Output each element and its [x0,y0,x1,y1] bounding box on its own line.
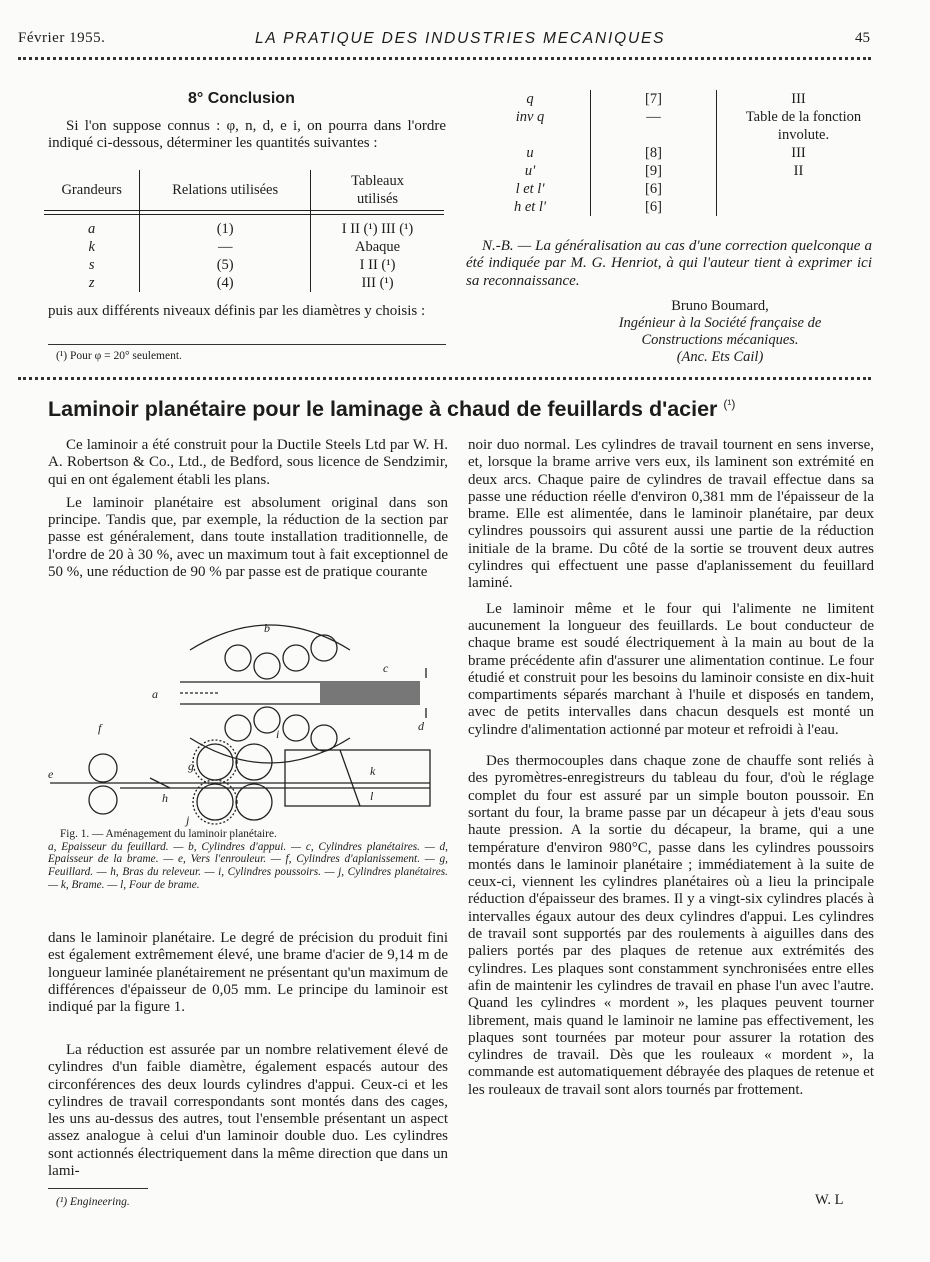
author-name: Bruno Boumard, [671,298,769,314]
table-header-tableaux: Tableaux utilisés [351,172,404,207]
conclusion-title: 8° Conclusion [188,90,295,107]
label-d: d [418,719,424,733]
author-line1: Ingénieur à la Société française de [618,315,822,331]
table-row: q [7] III [470,90,880,108]
page-number: 45 [855,30,870,46]
label-h: h [162,791,168,805]
author-line3: (Anc. Ets Cail) [676,349,764,365]
table-header-relations: Relations utilisées [140,170,311,210]
label-g: g [188,759,194,773]
label-j: j [186,813,190,827]
table-row: l et l' [6] [470,180,880,198]
conclusion-after: puis aux différents niveaux définis par les diamètres y choisis : [48,303,426,319]
article-footnote: (¹) Engineering. [56,1196,130,1208]
article-title: Laminoir planétaire pour le laminage à chaud de feuillards d'acier $^{(^1)}$ [48,397,736,422]
label-l: l [370,789,374,803]
journal-title: LA PRATIQUE DES INDUSTRIES MECANIQUES [255,30,666,47]
paragraph: Le laminoir planétaire est absolument original dans son principe. Tandis que, par exemple, la réduction de la section par passe est généralement, dans toute installation traditionnelle, de l'ordre de 20 à 30 %, avec un maximum tout à fait exceptionnel de 50 %, une réduction de 90 % par passe est de pratique courante [48,494,448,581]
paragraph: Le laminoir même et le four qui l'alimente ne limitent aucunement la longueur des feuillards. Le bout conducteur de chaque brame est soudé électriquement à la main au bout de la brame précédente afin d'assurer une alimentation continue. Le four étudié et construit pour les besoins du laminoir consiste en dix-huit compartiments séparés marchant à l'huile et disposés en tandem, avec de petits intervalles dans chacun desquels est monté un cylindre d'alimentation actionné par moteur et refroidi à l'eau. [468,600,874,738]
label-i: i [276,727,280,741]
table-row: u [8] III [470,144,880,162]
figure-caption-body: a, Epaisseur du feuillard. — b, Cylindres d'appui. — c, Cylindres planétaires. — d, Epaisseur de la brame. — e, Vers l'enrouleur. — f, Cylindres d'aplanissement. — g, Feuillard. — h, Bras du releveur. — i, Cylindres poussoirs. — j, Cylindres planétaires. — k, Brame. — l, Four de brame. [48,840,448,891]
nb-note: N.-B. — La généralisation au cas d'une correction quelconque a été indiquée par M. G. Henriot, à qui l'auteur tient à exprimer ici sa reconnaissance. [466,238,872,289]
author-line2: Constructions mécaniques. [641,332,799,348]
rolling-mill-diagram [40,610,450,830]
table-row: k — Abaque [44,238,444,256]
table-header-grandeurs: Grandeurs [44,170,140,210]
header-divider [18,57,871,60]
paragraph: Ce laminoir a été construit pour la Ductile Steels Ltd par W. H. A. Robertson & Co., Ltd., de Bedford, sous licence de Sendzimir, qui en ont également établi les plans. [48,437,448,488]
figure-caption [48,828,448,892]
author-block [560,298,880,366]
article-right [468,437,874,1099]
figure-caption-title: Fig. 1. — Aménagement du laminoir planétaire. [60,828,277,840]
issue-date: Février 1955. [18,30,106,46]
signature: W. L [815,1192,844,1208]
table-row: s (5) I II (¹) [44,256,444,274]
table-row: z (4) III (¹) [44,274,444,292]
table-row: inv q — Table de la fonction involute. [470,108,880,144]
label-c: c [383,661,389,675]
label-f: f [98,721,102,735]
article-left-bottom [48,1042,448,1180]
label-a: a [152,687,158,701]
conclusion-intro: Si l'on suppose connus : φ, n, d, e i, on pourra dans l'ordre indiqué ci-dessous, déterminer les quantités suivantes : [48,118,446,152]
conclusion-footnote: (¹) Pour φ = 20° seulement. [56,350,182,362]
article-left-mid [48,930,448,1016]
paragraph: Des thermocouples dans chaque zone de chauffe sont reliés à des pyromètres-enregistreurs du tableau du four, d'où le réglage complet du four est assuré par un simple bouton poussoir. En sortant du four, la brame passe par un décapeur à jets d'eau sous haute pression. A la sortie du décapeur, la brame, qui a une température d'environ 980°C, passe dans les cylindres poussoirs montés dans le laminoir planétaire ; immédiatement à la suite de ceux-ci, viennent les cylindres planétaires où a lieu la principale réduction d'épaisseur des brames. Il y a vingt-six cylindres placés à intervalles égaux autour des deux cylindres d'appui. Les cylindres de travail sont supportés par des roulements à aiguilles dans des paliers portés par des plaques de retenue aux extrémités des cylindres. Les plaques sont constamment synchronisées entre elles afin de maintenir les cylindres de travail en phase l'un avec l'autre. Quand les cylindres « mordent », les plaques peuvent tourner librement, mais quand le laminoir ne lamine pas effectivement, les plaques sont tournées par moteur pour assurer la rotation des cylindres de travail. Dès que les rouleaux « mordent », la commande est automatiquement débrayée des plaques de retenue et les rouleaux de travail sont alors tournés par frottement. [468,753,874,1098]
table-row: h et l' [6] [470,198,880,216]
footnote-rule-2 [48,1188,148,1189]
paragraph: La réduction est assurée par un nombre relativement élevé de cylindres d'un faible diamètre, également espacés autour des circonférences des deux lourds cylindres d'appui. Ceux-ci et les cylindres de travail correspondants sont montés dans des cages, les uns au-dessus des autres, tout l'ensemble présentant un aspect assez analogue à celui d'un laminoir double duo. Les cylindres sont actionnés électriquement dans la même direction que dans un lami- [48,1042,448,1180]
article-left-top [48,437,448,581]
label-k: k [370,764,376,778]
table-row: a (1) I II (¹) III (¹) [44,220,444,238]
table-row: u' [9] II [470,162,880,180]
label-e: e [48,767,54,781]
section-divider [18,377,871,380]
involute-table [470,90,880,216]
paragraph: noir duo normal. Les cylindres de travail tournent en sens inverse, et, lorsque la brame arrive vers eux, ils laminent son extrémité en deux arcs. Chaque paire de cylindres de travail effectue dans sa passe une réduction réelle d'environ 0,381 mm de l'épaisseur de la brame. Elle est alimentée, dans le laminoir planétaire, par deux cylindres poussoirs qui assurent aussi une partie de la réduction initiale de la brame. Du côté de la sortie se trouvent deux autres cylindres qui effectuent une passe d'aplanissement du feuillard laminé. [468,437,874,592]
footnote-rule [48,344,446,345]
quantities-table [44,170,444,292]
title-note: (¹) [723,397,736,411]
label-b: b [264,621,270,635]
paragraph: dans le laminoir planétaire. Le degré de précision du produit fini est également extrêmement élevé, une brame d'acier de 9,14 m de longueur laminée planétairement ne présentant qu'un maximum de différences d'épaisseur de 0,05 mm. Le principe du laminoir est indiqué par la figure 1. [48,930,448,1016]
